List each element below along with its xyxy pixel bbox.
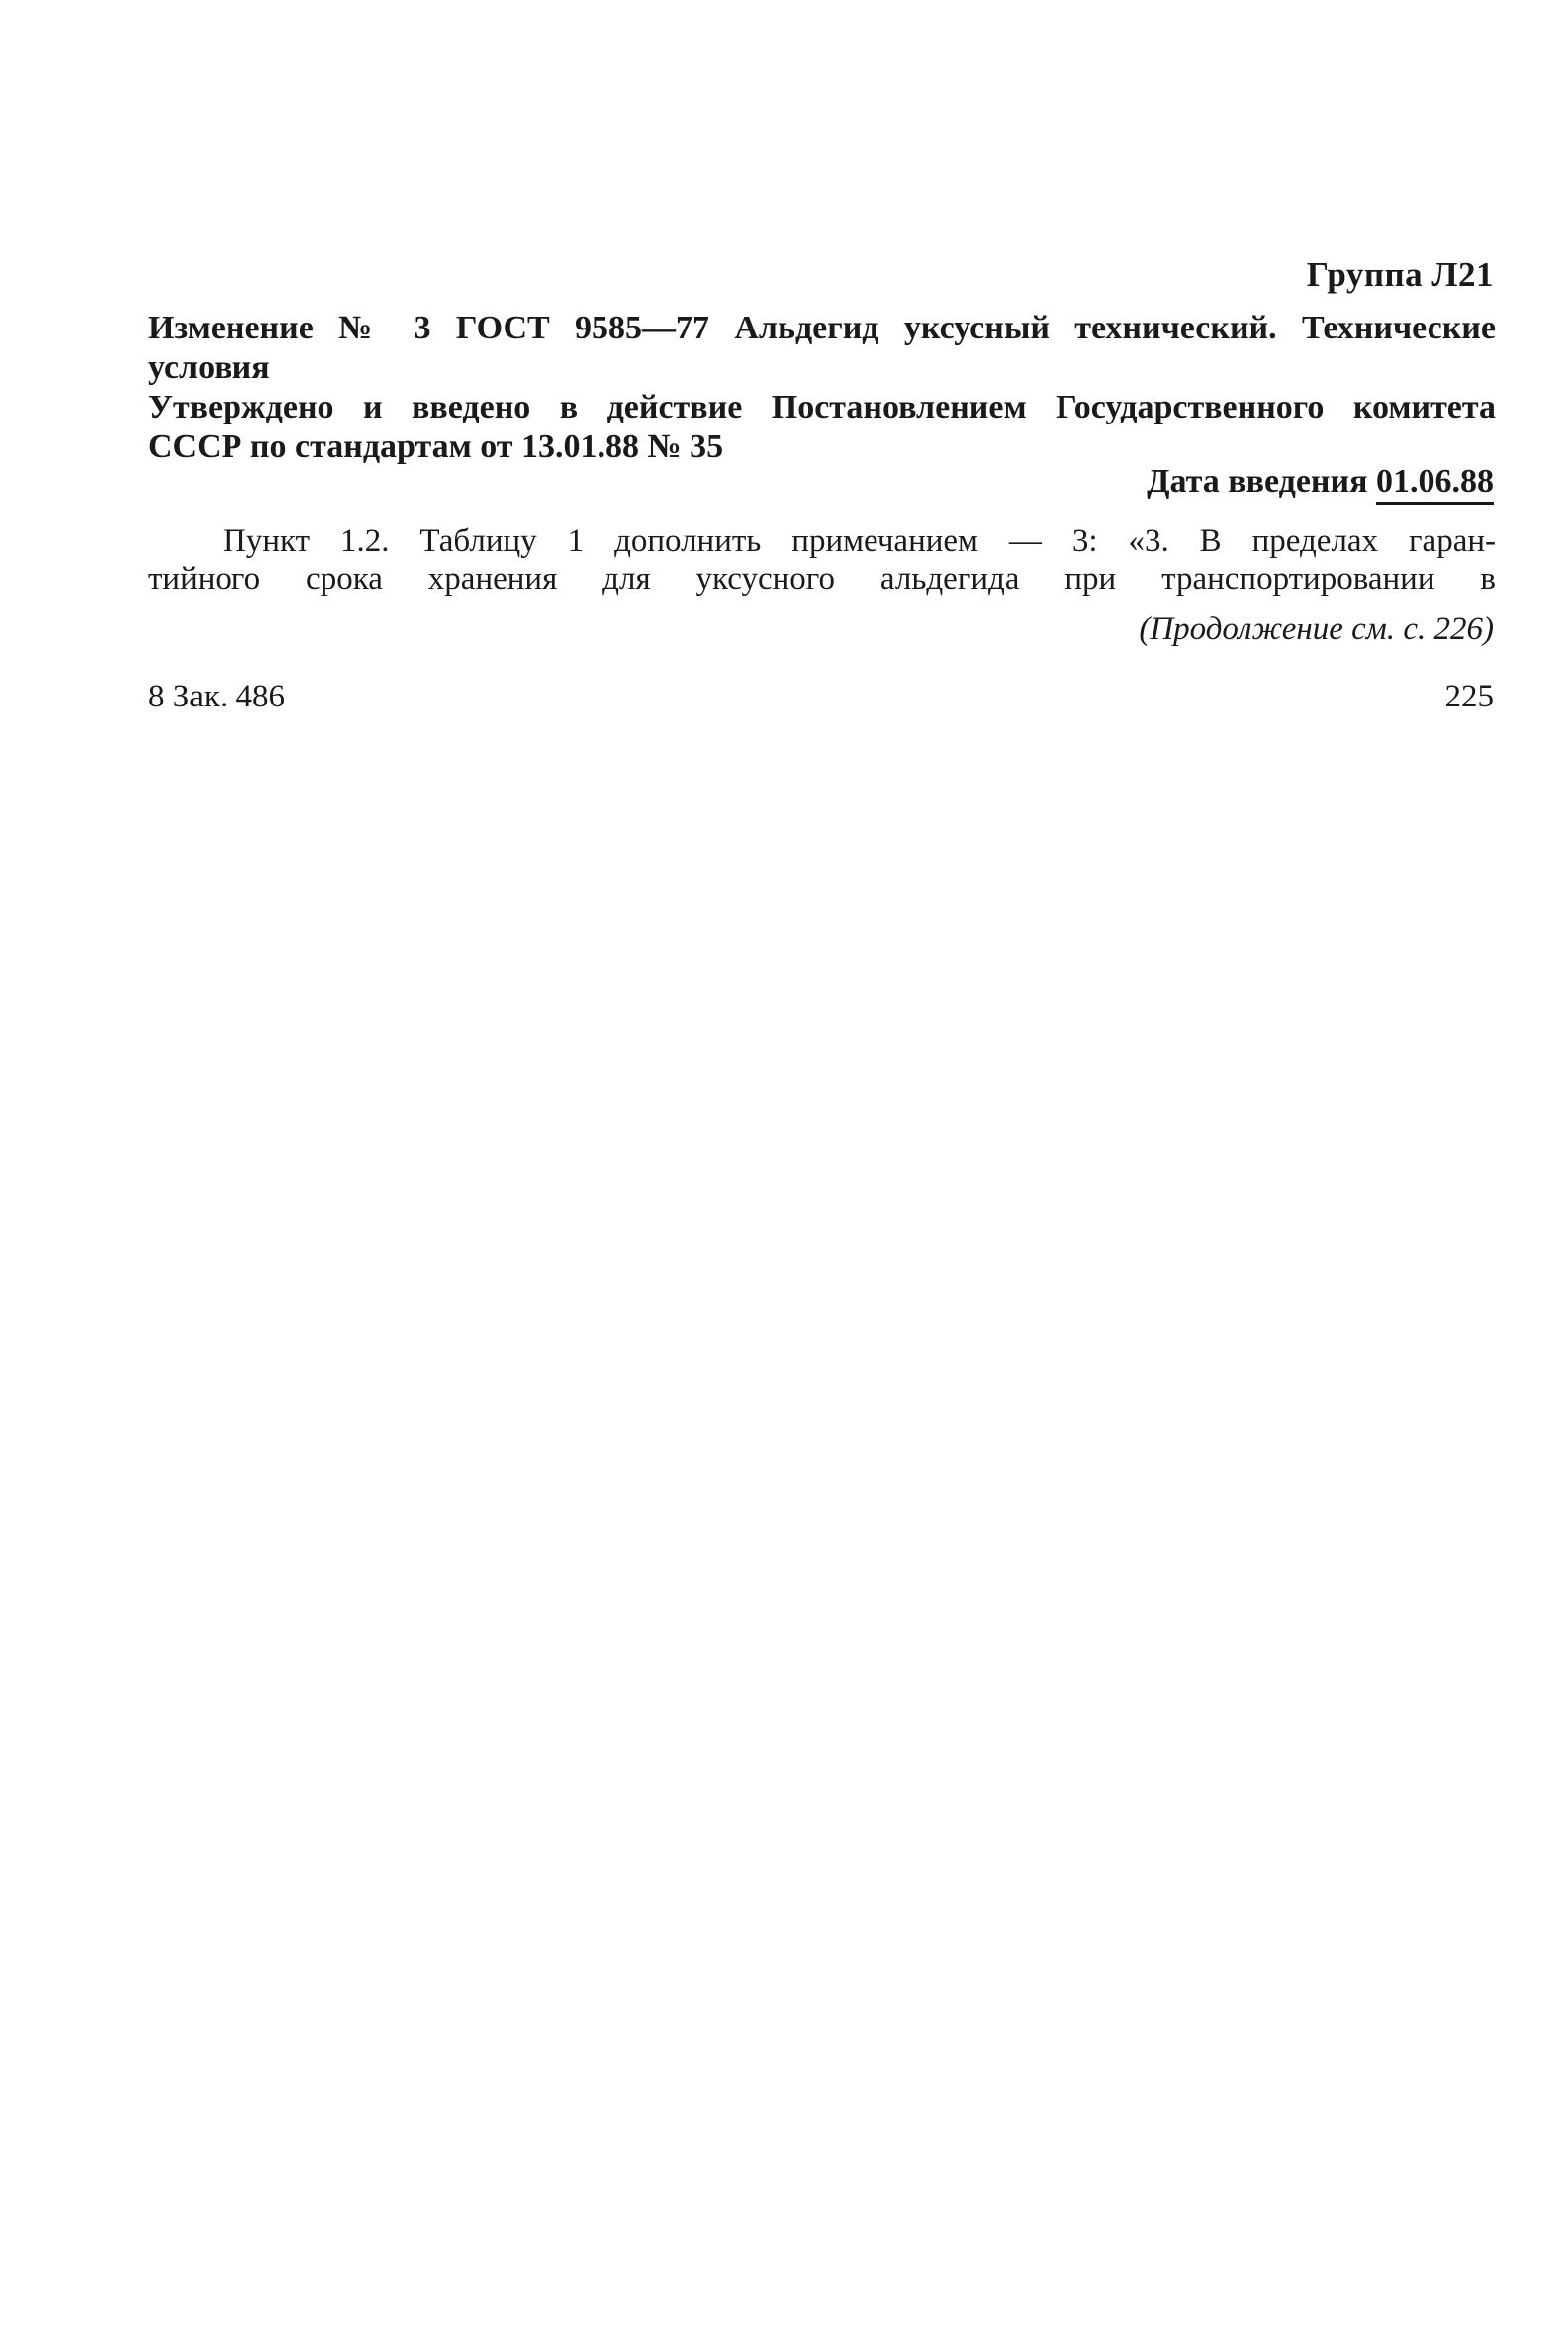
approval-statement-line1: Утверждено и введено в действие Постановлением Государственного комитета (148, 389, 1496, 425)
footer-order-number: 8 Зак. 486 (148, 679, 285, 714)
body-paragraph (148, 522, 1496, 598)
introduction-date (1147, 463, 1494, 501)
approval-statement-line2: СССР по стандартам от 13.01.88 № 35 (148, 428, 724, 465)
body-paragraph-line2: тийного срока хранения для уксусного альдегида при транспортировании в (148, 561, 1496, 597)
document-title-line2: условия (148, 349, 270, 386)
approval-statement (148, 388, 1496, 467)
body-paragraph-line1: Пункт 1.2. Таблицу 1 дополнить примечанием — 3: «3. В пределах гаран- (223, 523, 1496, 559)
document-title-line1: Изменение № 3 ГОСТ 9585—77 Альдегид уксусный технический. Технические (148, 310, 1496, 346)
introduction-date-label: Дата введения (1147, 463, 1368, 500)
document-title (148, 309, 1496, 388)
page-number: 225 (1444, 679, 1494, 714)
introduction-date-value: 01.06.88 (1376, 463, 1494, 505)
continuation-note: (Продолжение см. с. 226) (1139, 611, 1494, 647)
group-label: Группа Л21 (1306, 255, 1494, 294)
